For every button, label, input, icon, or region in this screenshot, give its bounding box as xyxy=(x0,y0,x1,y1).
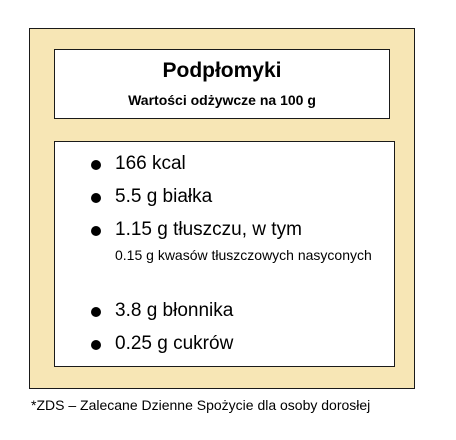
list-item-text: 0.25 g cukrów xyxy=(115,333,234,354)
footnote: *ZDS – Zalecane Dzienne Spożycie dla osoby dorosłej xyxy=(31,397,371,413)
list-subitem-saturated-fat: 0.15 g kwasów tłuszczowych nasyconych xyxy=(115,247,372,263)
bullet-icon xyxy=(91,193,101,203)
title-box xyxy=(54,49,390,119)
bullet-icon xyxy=(91,340,101,350)
list-item-text: 1.15 g tłuszczu, w tym xyxy=(115,219,302,240)
bullet-icon xyxy=(91,226,101,236)
list-item-text: 166 kcal xyxy=(115,153,186,174)
nutrition-card xyxy=(29,28,415,389)
product-title: Podpłomyki xyxy=(162,59,282,82)
list-item-text: 5.5 g białka xyxy=(115,186,213,207)
nutrition-subtitle: Wartości odżywcze na 100 g xyxy=(128,92,316,108)
list-item-text: 3.8 g błonnika xyxy=(115,300,234,321)
bullet-icon xyxy=(91,307,101,317)
bullet-icon xyxy=(91,160,101,170)
nutrition-list xyxy=(54,141,395,367)
